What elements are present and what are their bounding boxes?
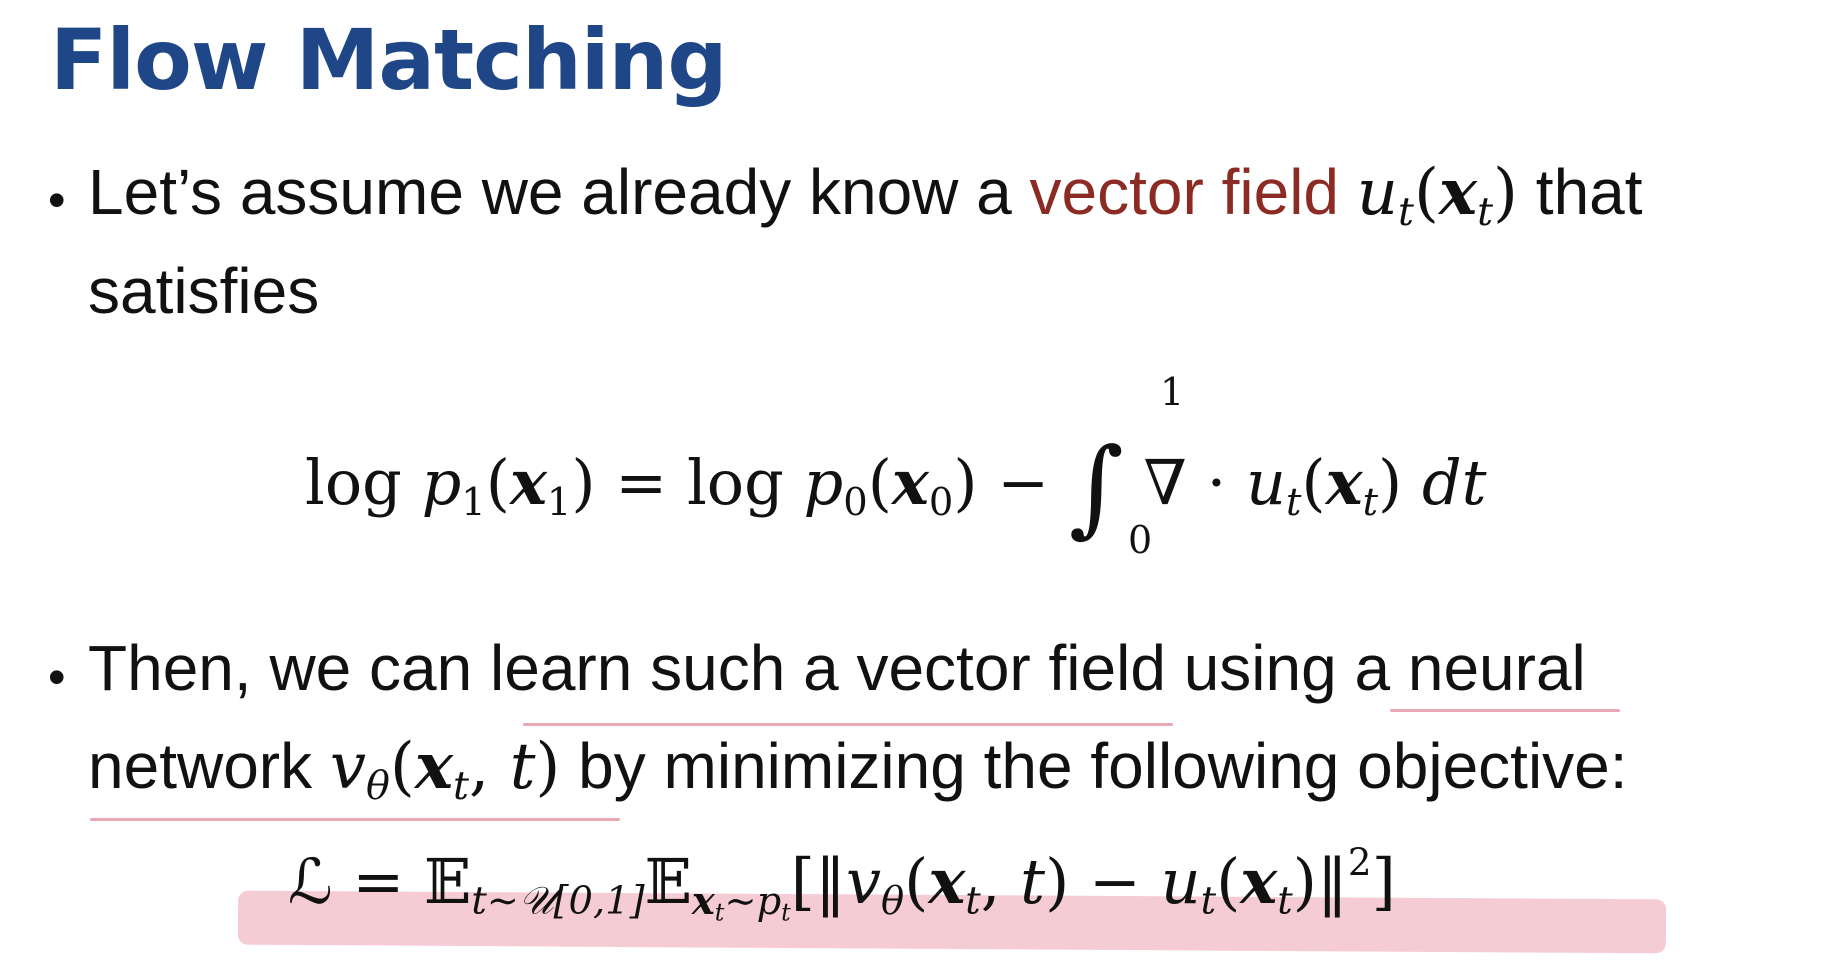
log-lhs: log — [305, 446, 402, 520]
expectation-x: 𝔼 — [644, 844, 692, 918]
close-norm: ‖ — [1316, 844, 1348, 918]
v-symbol: v — [329, 730, 367, 804]
p1-symbol: p — [421, 446, 462, 520]
dt-symbol: dt — [1421, 446, 1487, 520]
xt-subscript: t — [453, 763, 469, 810]
integral-upper-limit: 1 — [1160, 370, 1185, 414]
p0-subscript: 0 — [843, 479, 868, 525]
u-subscript: t — [1398, 189, 1414, 236]
x0-symbol: x — [891, 446, 929, 520]
open-bracket-norm: [‖ — [790, 844, 846, 918]
bullet2-text-pre: network — [88, 730, 330, 802]
xt-subscript-2: t — [1277, 878, 1293, 924]
bullet2-text-post: by minimizing the following objective: — [560, 730, 1628, 802]
log-rhs: log — [686, 446, 784, 520]
equation-log-likelihood: $\log p_1(x_1) = \log p_0(x_0)$ − ∫ ∇ · $u_t(x_t)$ dt — [305, 425, 1487, 548]
equals-sign: = — [352, 844, 405, 918]
ex-sub-rest: ∼p — [724, 878, 782, 924]
annotation-underline-neural — [1390, 709, 1620, 712]
expectation-t-subscript: t∼𝒰[0,1] — [471, 878, 645, 924]
ut-symbol: u — [1246, 446, 1286, 520]
bullet-marker: • — [48, 172, 66, 228]
annotation-underline-network — [90, 818, 620, 821]
nabla-symbol: ∇ — [1143, 446, 1187, 520]
bullet1-line1: Let’s assume we already know a vector field $u_t(x_t)$ that — [88, 155, 1643, 236]
theta-subscript: θ — [366, 763, 390, 810]
minus-sign: − — [1089, 844, 1141, 918]
close-bracket: ] — [1371, 844, 1396, 918]
equals-sign: = — [615, 446, 668, 520]
p0-symbol: p — [803, 446, 844, 520]
xt-symbol-2: x — [1240, 844, 1278, 918]
u-symbol: u — [1356, 156, 1398, 230]
ut-subscript: t — [1285, 479, 1302, 525]
minus-sign: − — [997, 446, 1050, 520]
theta-subscript: θ — [880, 878, 905, 924]
x0-subscript: 0 — [928, 479, 954, 525]
xt-symbol: x — [928, 844, 966, 918]
x1-symbol: x — [509, 446, 547, 520]
expectation-t: 𝔼 — [424, 844, 472, 918]
t-symbol: t — [509, 730, 536, 804]
xt-subscript: t — [1362, 479, 1379, 525]
x1-subscript: 1 — [546, 479, 572, 525]
xt-symbol: x — [414, 729, 454, 804]
bullet1-line2: satisfies — [88, 255, 320, 327]
xt-symbol: x — [1325, 446, 1363, 520]
bullet2-line1: Then, we can learn such a vector field using a neural — [88, 632, 1586, 704]
integral-sign: ∫ — [1068, 425, 1124, 548]
t-symbol: t — [1020, 844, 1046, 918]
v-symbol: v — [845, 844, 881, 918]
bullet-marker: • — [48, 649, 66, 705]
integral-lower-limit: 0 — [1128, 518, 1153, 562]
ut-subscript: t — [1200, 878, 1217, 924]
power-two: 2 — [1347, 840, 1372, 884]
bullet1-text-post: that — [1518, 156, 1643, 228]
p1-subscript: 1 — [461, 479, 486, 525]
x-subscript: t — [1477, 189, 1494, 236]
xt-subscript: t — [965, 878, 981, 924]
equation-loss: ℒ = $𝔼_{t\sim 𝒰[0,1]}𝔼_{x_t\sim p_t}[‖v_\theta(x_t$, $t) - u_t(x_t)‖^2$] — [288, 840, 1396, 927]
ex-sub-x-sub: t — [714, 898, 725, 927]
dot-operator: · — [1206, 446, 1227, 520]
annotation-underline-learn — [523, 723, 1173, 726]
bullet2-line2: network $v_\theta(x_t$, t) by minimizing the following objective: — [88, 729, 1628, 810]
ex-sub-x: x — [691, 878, 715, 924]
x-symbol: x — [1438, 155, 1478, 230]
bullet1-text-pre: Let’s assume we already know a — [88, 156, 1030, 228]
loss-symbol: ℒ — [288, 844, 333, 918]
page-title: Flow Matching — [50, 11, 727, 109]
vector-field-term: vector field — [1029, 156, 1339, 228]
ut-symbol: u — [1160, 844, 1201, 918]
ex-sub-rest-sub: t — [781, 898, 791, 927]
